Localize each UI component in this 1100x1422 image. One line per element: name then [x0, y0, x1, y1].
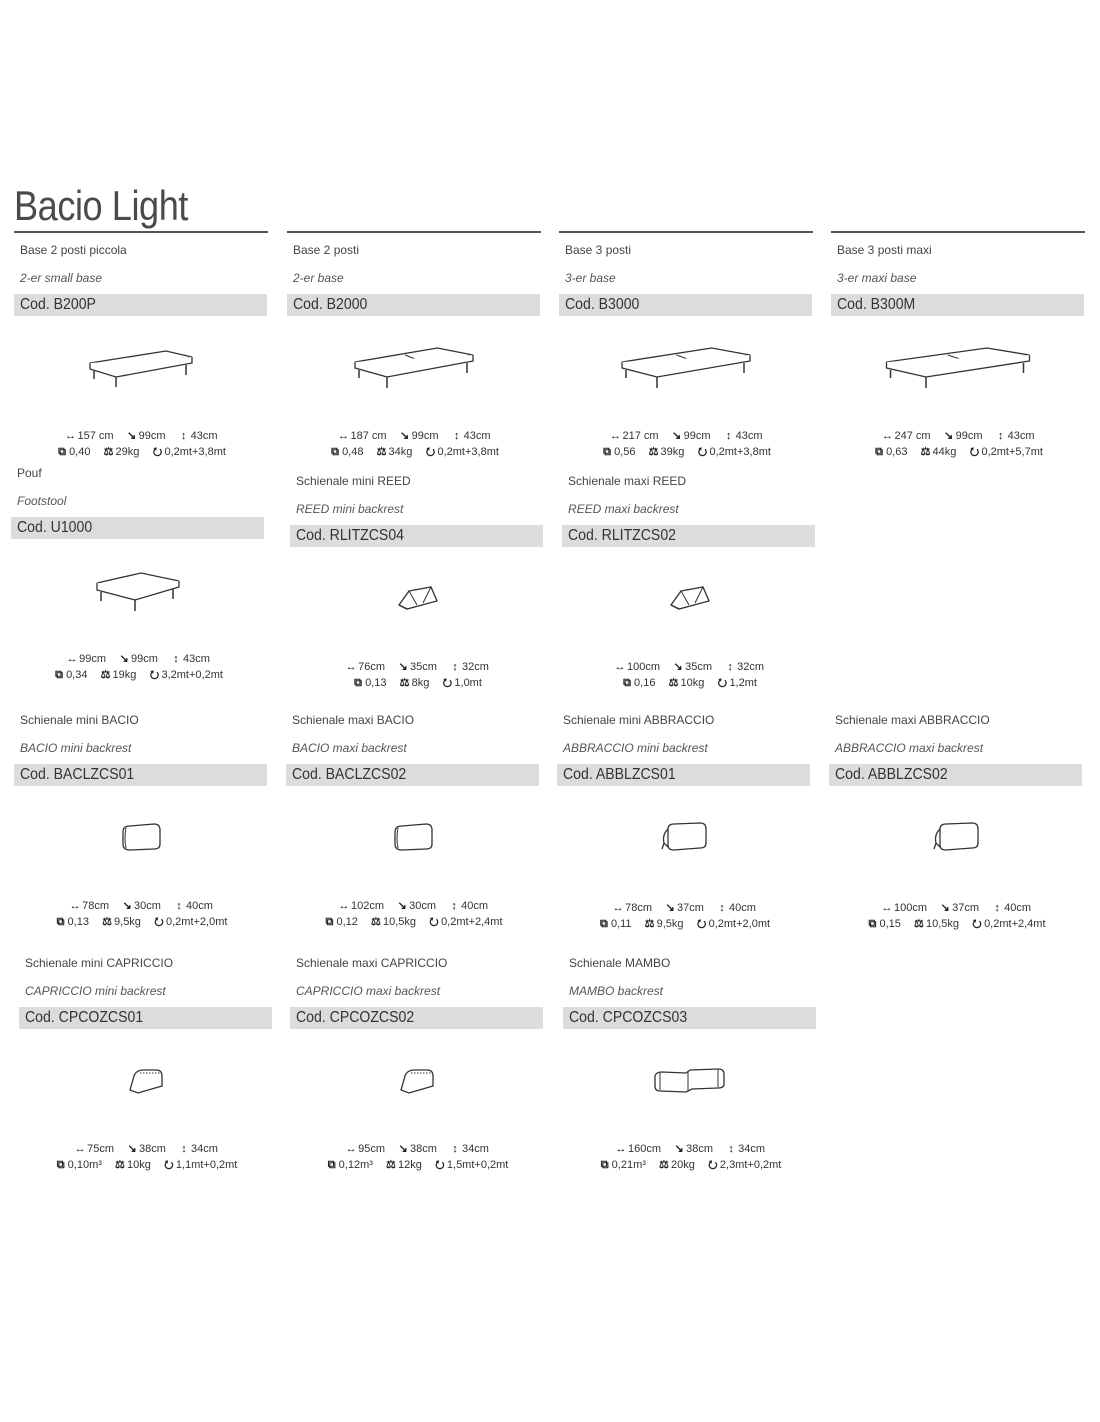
- weight-icon: ⚖: [100, 669, 111, 681]
- depth-arrow-icon: ↘: [398, 1143, 408, 1155]
- spec-width: 187 cm: [350, 430, 387, 442]
- product-card: [286, 713, 541, 953]
- height-arrow-icon: ↕: [727, 661, 733, 673]
- spec-height: 43cm: [463, 430, 491, 442]
- fabric-roll-icon: ⭮: [969, 446, 980, 458]
- spec-volume: 0,40: [69, 446, 91, 458]
- pouf-icon: [11, 546, 264, 636]
- abbraccio-backrest-icon: [557, 793, 810, 883]
- weight-icon: ⚖: [115, 1159, 125, 1171]
- width-arrow-icon: ↔: [881, 430, 893, 442]
- spec-weight: 10kg: [126, 1159, 151, 1171]
- depth-arrow-icon: ↘: [665, 902, 675, 914]
- fabric-roll-icon: ⭮: [149, 669, 160, 681]
- product-name-en: BACIO maxi backrest: [292, 741, 407, 755]
- width-arrow-icon: ↔: [337, 430, 349, 442]
- width-arrow-icon: ↔: [881, 902, 893, 914]
- weight-icon: ⚖: [103, 446, 114, 458]
- spec-weight: 39kg: [660, 446, 685, 458]
- product-specs: [831, 428, 1084, 460]
- header-rule: [14, 231, 268, 233]
- volume-icon: ⧉: [600, 1159, 609, 1171]
- mambo-backrest-icon: [563, 1036, 816, 1126]
- abbraccio-backrest-icon: [829, 793, 1082, 883]
- height-arrow-icon: ↕: [173, 653, 179, 665]
- reed-backrest-icon: [562, 554, 815, 644]
- spec-volume: 0,48: [342, 446, 364, 458]
- fabric-roll-icon: ⭮: [708, 1159, 718, 1171]
- weight-icon: ⚖: [386, 1159, 396, 1171]
- spec-volume: 0,12: [336, 916, 358, 928]
- volume-icon: ⧉: [623, 677, 631, 689]
- depth-arrow-icon: ↘: [400, 430, 410, 442]
- product-name: Schienale mini CAPRICCIO: [25, 956, 174, 970]
- product-name: Schienale maxi BACIO: [292, 713, 415, 727]
- product-name-en: ABBRACCIO mini backrest: [563, 741, 708, 755]
- spec-fabric: 0,2mt+2,4mt: [441, 916, 503, 928]
- sofa-base-icon: [14, 323, 267, 413]
- volume-icon: ⧉: [875, 446, 883, 458]
- width-arrow-icon: ↔: [66, 653, 78, 665]
- spec-width: 78cm: [82, 900, 109, 912]
- product-code: Cod. CPCOZCS02: [296, 1009, 415, 1026]
- bacio-backrest-icon: [14, 793, 267, 883]
- product-code: Cod. B200P: [20, 296, 96, 313]
- spec-height: 34cm: [738, 1143, 765, 1155]
- spec-height: 43cm: [190, 430, 218, 442]
- spec-fabric: 0,2mt+5,7mt: [981, 446, 1043, 458]
- spec-depth: 38cm: [139, 1143, 166, 1155]
- volume-icon: ⧉: [325, 916, 334, 928]
- spec-width: 160cm: [628, 1143, 662, 1155]
- spec-weight: 10kg: [680, 677, 705, 689]
- spec-width: 100cm: [627, 661, 661, 673]
- product-name-en: REED mini backrest: [296, 502, 404, 516]
- width-arrow-icon: ↔: [612, 902, 624, 914]
- product-code: Cod. CPCOZCS03: [569, 1009, 688, 1026]
- product-specs: [563, 1141, 816, 1173]
- fabric-roll-icon: ⭮: [154, 916, 164, 928]
- product-name-en: 3-er base: [565, 271, 616, 285]
- sofa-base-icon: [287, 323, 540, 413]
- spec-fabric: 0,2mt+2,0mt: [166, 916, 228, 928]
- capriccio-backrest-icon: [290, 1036, 543, 1126]
- spec-volume: 0,34: [66, 669, 88, 681]
- height-arrow-icon: ↕: [451, 900, 457, 912]
- product-card: [19, 956, 274, 1196]
- spec-weight: 12kg: [397, 1159, 422, 1171]
- spec-width: 100cm: [894, 902, 928, 914]
- sofa-base-icon: [559, 323, 812, 413]
- product-name: Schienale maxi ABBRACCIO: [835, 713, 990, 727]
- spec-volume: 0,10m³: [67, 1159, 102, 1171]
- height-arrow-icon: ↕: [452, 1143, 458, 1155]
- volume-icon: ⧉: [327, 1159, 336, 1171]
- product-specs: [829, 900, 1082, 932]
- depth-arrow-icon: ↘: [127, 430, 137, 442]
- spec-fabric: 0,2mt+3,8mt: [437, 446, 499, 458]
- spec-volume: 0,11: [610, 918, 632, 930]
- spec-height: 40cm: [729, 902, 756, 914]
- depth-arrow-icon: ↘: [672, 430, 682, 442]
- depth-arrow-icon: ↘: [397, 900, 407, 912]
- product-name: Base 3 posti: [565, 243, 632, 257]
- height-arrow-icon: ↕: [180, 430, 187, 442]
- product-code: Cod. CPCOZCS01: [25, 1009, 144, 1026]
- spec-depth: 99cm: [683, 430, 711, 442]
- product-specs: [11, 651, 264, 683]
- height-arrow-icon: ↕: [719, 902, 725, 914]
- spec-depth: 37cm: [952, 902, 980, 914]
- volume-icon: ⧉: [868, 918, 877, 930]
- volume-icon: ⧉: [56, 1159, 65, 1171]
- product-code-bar: [562, 525, 815, 547]
- bacio-backrest-icon: [286, 793, 539, 883]
- spec-width: 157 cm: [77, 430, 114, 442]
- depth-arrow-icon: ↘: [398, 661, 408, 673]
- spec-weight: 10,5kg: [382, 916, 416, 928]
- product-name-en: CAPRICCIO maxi backrest: [296, 984, 441, 998]
- weight-icon: ⚖: [914, 918, 924, 930]
- product-code-bar: [14, 294, 267, 316]
- weight-icon: ⚖: [376, 446, 387, 458]
- spec-height: 32cm: [737, 661, 764, 673]
- spec-depth: 99cm: [411, 430, 439, 442]
- product-card: [559, 243, 814, 483]
- product-code: Cod. B2000: [293, 296, 368, 313]
- product-specs: [559, 428, 812, 460]
- product-name: Schienale MAMBO: [569, 956, 671, 970]
- weight-icon: ⚖: [920, 446, 931, 458]
- header-rule: [287, 231, 541, 233]
- spec-fabric: 0,2mt+3,8mt: [709, 446, 771, 458]
- spec-fabric: 0,2mt+2,0mt: [708, 918, 771, 930]
- spec-depth: 37cm: [677, 902, 704, 914]
- product-specs: [557, 900, 810, 932]
- width-arrow-icon: ↔: [74, 1143, 86, 1155]
- width-arrow-icon: ↔: [615, 1143, 627, 1155]
- product-card: [287, 243, 542, 483]
- spec-width: 99cm: [79, 653, 106, 665]
- product-specs: [19, 1141, 272, 1173]
- spec-depth: 38cm: [686, 1143, 714, 1155]
- width-arrow-icon: ↔: [614, 661, 626, 673]
- volume-icon: ⧉: [331, 446, 339, 458]
- fabric-roll-icon: ⭮: [696, 918, 707, 930]
- spec-volume: 0,15: [879, 918, 901, 930]
- volume-icon: ⧉: [603, 446, 611, 458]
- product-name-en: 2-er small base: [20, 271, 103, 285]
- product-code: Cod. BACLZCS02: [292, 766, 407, 783]
- spec-volume: 0,63: [886, 446, 908, 458]
- product-name-en: CAPRICCIO mini backrest: [25, 984, 166, 998]
- spec-volume: 0,12m³: [338, 1159, 373, 1171]
- fabric-roll-icon: ⭮: [425, 446, 436, 458]
- spec-height: 40cm: [461, 900, 488, 912]
- reed-backrest-icon: [290, 554, 543, 644]
- product-name: Schienale maxi CAPRICCIO: [296, 956, 448, 970]
- product-specs: [290, 1141, 543, 1173]
- spec-weight: 9,5kg: [656, 918, 684, 930]
- spec-volume: 0,16: [634, 677, 656, 689]
- spec-height: 40cm: [186, 900, 213, 912]
- product-name: Base 2 posti piccola: [20, 243, 127, 257]
- product-card: [14, 713, 269, 953]
- spec-depth: 35cm: [410, 661, 437, 673]
- width-arrow-icon: ↔: [69, 900, 81, 912]
- product-code-bar: [286, 764, 539, 786]
- product-code-bar: [290, 525, 543, 547]
- spec-weight: 20kg: [670, 1159, 695, 1171]
- spec-volume: 0,21m³: [611, 1159, 646, 1171]
- header-rule: [831, 231, 1085, 233]
- product-code: Cod. RLITZCS04: [296, 527, 404, 544]
- weight-icon: ⚖: [659, 1159, 669, 1171]
- product-specs: [14, 898, 267, 930]
- width-arrow-icon: ↔: [64, 430, 76, 442]
- height-arrow-icon: ↕: [728, 1143, 734, 1155]
- product-card: [290, 956, 545, 1196]
- weight-icon: ⚖: [371, 916, 381, 928]
- spec-fabric: 0,2mt+3,8mt: [164, 446, 226, 458]
- product-card: [831, 243, 1086, 483]
- product-code: Cod. B300M: [837, 296, 916, 313]
- product-code-bar: [19, 1007, 272, 1029]
- product-name: Base 2 posti: [293, 243, 360, 257]
- spec-height: 34cm: [191, 1143, 218, 1155]
- spec-depth: 30cm: [409, 900, 437, 912]
- volume-icon: ⧉: [354, 677, 363, 689]
- width-arrow-icon: ↔: [609, 430, 621, 442]
- spec-width: 102cm: [351, 900, 385, 912]
- product-card: [557, 713, 812, 953]
- width-arrow-icon: ↔: [345, 661, 357, 673]
- product-name-en: MAMBO backrest: [569, 984, 664, 998]
- spec-height: 40cm: [1004, 902, 1031, 914]
- product-code-bar: [290, 1007, 543, 1029]
- height-arrow-icon: ↕: [997, 430, 1004, 442]
- product-code: Cod. B3000: [565, 296, 640, 313]
- product-name-en: REED maxi backrest: [568, 502, 679, 516]
- height-arrow-icon: ↕: [725, 430, 732, 442]
- spec-width: 217 cm: [622, 430, 659, 442]
- depth-arrow-icon: ↘: [127, 1143, 137, 1155]
- spec-depth: 35cm: [685, 661, 713, 673]
- spec-fabric: 1,1mt+0,2mt: [175, 1159, 238, 1171]
- product-code-bar: [563, 1007, 816, 1029]
- product-name: Schienale mini BACIO: [20, 713, 139, 727]
- spec-depth: 38cm: [410, 1143, 437, 1155]
- spec-depth: 99cm: [955, 430, 983, 442]
- product-specs: [290, 659, 543, 691]
- spec-depth: 99cm: [131, 653, 158, 665]
- product-code: Cod. ABBLZCS01: [563, 766, 676, 783]
- product-specs: [562, 659, 815, 691]
- height-arrow-icon: ↕: [994, 902, 1000, 914]
- spec-volume: 0,56: [614, 446, 636, 458]
- height-arrow-icon: ↕: [181, 1143, 187, 1155]
- depth-arrow-icon: ↘: [122, 900, 132, 912]
- product-code: Cod. U1000: [17, 519, 93, 536]
- page-title: Bacio Light: [14, 182, 188, 229]
- product-name: Schienale maxi REED: [568, 474, 687, 488]
- weight-icon: ⚖: [668, 677, 679, 689]
- product-specs: [286, 898, 539, 930]
- spec-fabric: 0,2mt+2,4mt: [984, 918, 1046, 930]
- product-name-en: ABBRACCIO maxi backrest: [835, 741, 984, 755]
- volume-icon: ⧉: [55, 669, 63, 681]
- product-specs: [287, 428, 540, 460]
- product-code-bar: [559, 294, 812, 316]
- product-name: Base 3 posti maxi: [837, 243, 932, 257]
- spec-depth: 30cm: [134, 900, 161, 912]
- volume-icon: ⧉: [56, 916, 65, 928]
- weight-icon: ⚖: [399, 677, 410, 689]
- fabric-roll-icon: ⭮: [697, 446, 708, 458]
- spec-width: 75cm: [87, 1143, 114, 1155]
- product-specs: [14, 428, 267, 460]
- spec-fabric: 1,2mt: [729, 677, 757, 689]
- spec-fabric: 1,5mt+0,2mt: [446, 1159, 509, 1171]
- spec-fabric: 1,0mt: [454, 677, 482, 689]
- product-code-bar: [829, 764, 1082, 786]
- spec-height: 34cm: [462, 1143, 489, 1155]
- product-name-en: 2-er base: [293, 271, 344, 285]
- spec-width: 76cm: [358, 661, 385, 673]
- spec-weight: 19kg: [112, 669, 137, 681]
- product-name-en: Footstool: [17, 494, 67, 508]
- sofa-base-icon: [831, 323, 1084, 413]
- spec-volume: 0,13: [67, 916, 89, 928]
- depth-arrow-icon: ↘: [944, 430, 954, 442]
- fabric-roll-icon: ⭮: [429, 916, 439, 928]
- spec-fabric: 3,2mt+0,2mt: [161, 669, 223, 681]
- fabric-roll-icon: ⭮: [717, 677, 728, 689]
- product-card: [563, 956, 818, 1196]
- spec-width: 95cm: [358, 1143, 385, 1155]
- fabric-roll-icon: ⭮: [164, 1159, 174, 1171]
- height-arrow-icon: ↕: [176, 900, 182, 912]
- product-code-bar: [14, 764, 267, 786]
- product-code-bar: [557, 764, 810, 786]
- spec-width: 78cm: [625, 902, 652, 914]
- volume-icon: ⧉: [600, 918, 608, 930]
- spec-volume: 0,13: [365, 677, 387, 689]
- product-code: Cod. RLITZCS02: [568, 527, 676, 544]
- spec-weight: 8kg: [411, 677, 430, 689]
- product-code-bar: [831, 294, 1084, 316]
- product-code: Cod. BACLZCS01: [20, 766, 135, 783]
- spec-weight: 44kg: [932, 446, 957, 458]
- spec-width: 247 cm: [894, 430, 931, 442]
- fabric-roll-icon: ⭮: [442, 677, 453, 689]
- product-name: Pouf: [17, 466, 42, 480]
- spec-weight: 10,5kg: [925, 918, 959, 930]
- product-card: [829, 713, 1084, 953]
- product-name-en: 3-er maxi base: [837, 271, 917, 285]
- spec-weight: 29kg: [115, 446, 140, 458]
- weight-icon: ⚖: [648, 446, 659, 458]
- spec-weight: 9,5kg: [114, 916, 141, 928]
- fabric-roll-icon: ⭮: [435, 1159, 445, 1171]
- depth-arrow-icon: ↘: [674, 1143, 684, 1155]
- weight-icon: ⚖: [102, 916, 112, 928]
- product-code-bar: [11, 517, 264, 539]
- width-arrow-icon: ↔: [345, 1143, 357, 1155]
- product-card: [14, 243, 269, 483]
- product-card: [290, 474, 545, 714]
- spec-height: 43cm: [183, 653, 210, 665]
- height-arrow-icon: ↕: [452, 661, 458, 673]
- header-rule: [559, 231, 813, 233]
- spec-height: 43cm: [1007, 430, 1035, 442]
- volume-icon: ⧉: [58, 446, 66, 458]
- depth-arrow-icon: ↘: [119, 653, 129, 665]
- depth-arrow-icon: ↘: [673, 661, 683, 673]
- weight-icon: ⚖: [644, 918, 655, 930]
- depth-arrow-icon: ↘: [940, 902, 950, 914]
- product-name: Schienale mini ABBRACCIO: [563, 713, 715, 727]
- product-card: [11, 466, 266, 706]
- product-name: Schienale mini REED: [296, 474, 411, 488]
- spec-fabric: 2,3mt+0,2mt: [719, 1159, 782, 1171]
- capriccio-backrest-icon: [19, 1036, 272, 1126]
- product-code-bar: [287, 294, 540, 316]
- spec-depth: 99cm: [138, 430, 166, 442]
- spec-weight: 34kg: [388, 446, 413, 458]
- product-name-en: BACIO mini backrest: [20, 741, 132, 755]
- fabric-roll-icon: ⭮: [972, 918, 982, 930]
- height-arrow-icon: ↕: [453, 430, 460, 442]
- spec-height: 43cm: [735, 430, 763, 442]
- fabric-roll-icon: ⭮: [152, 446, 163, 458]
- spec-height: 32cm: [462, 661, 489, 673]
- width-arrow-icon: ↔: [338, 900, 350, 912]
- product-code: Cod. ABBLZCS02: [835, 766, 948, 783]
- product-card: [562, 474, 817, 714]
